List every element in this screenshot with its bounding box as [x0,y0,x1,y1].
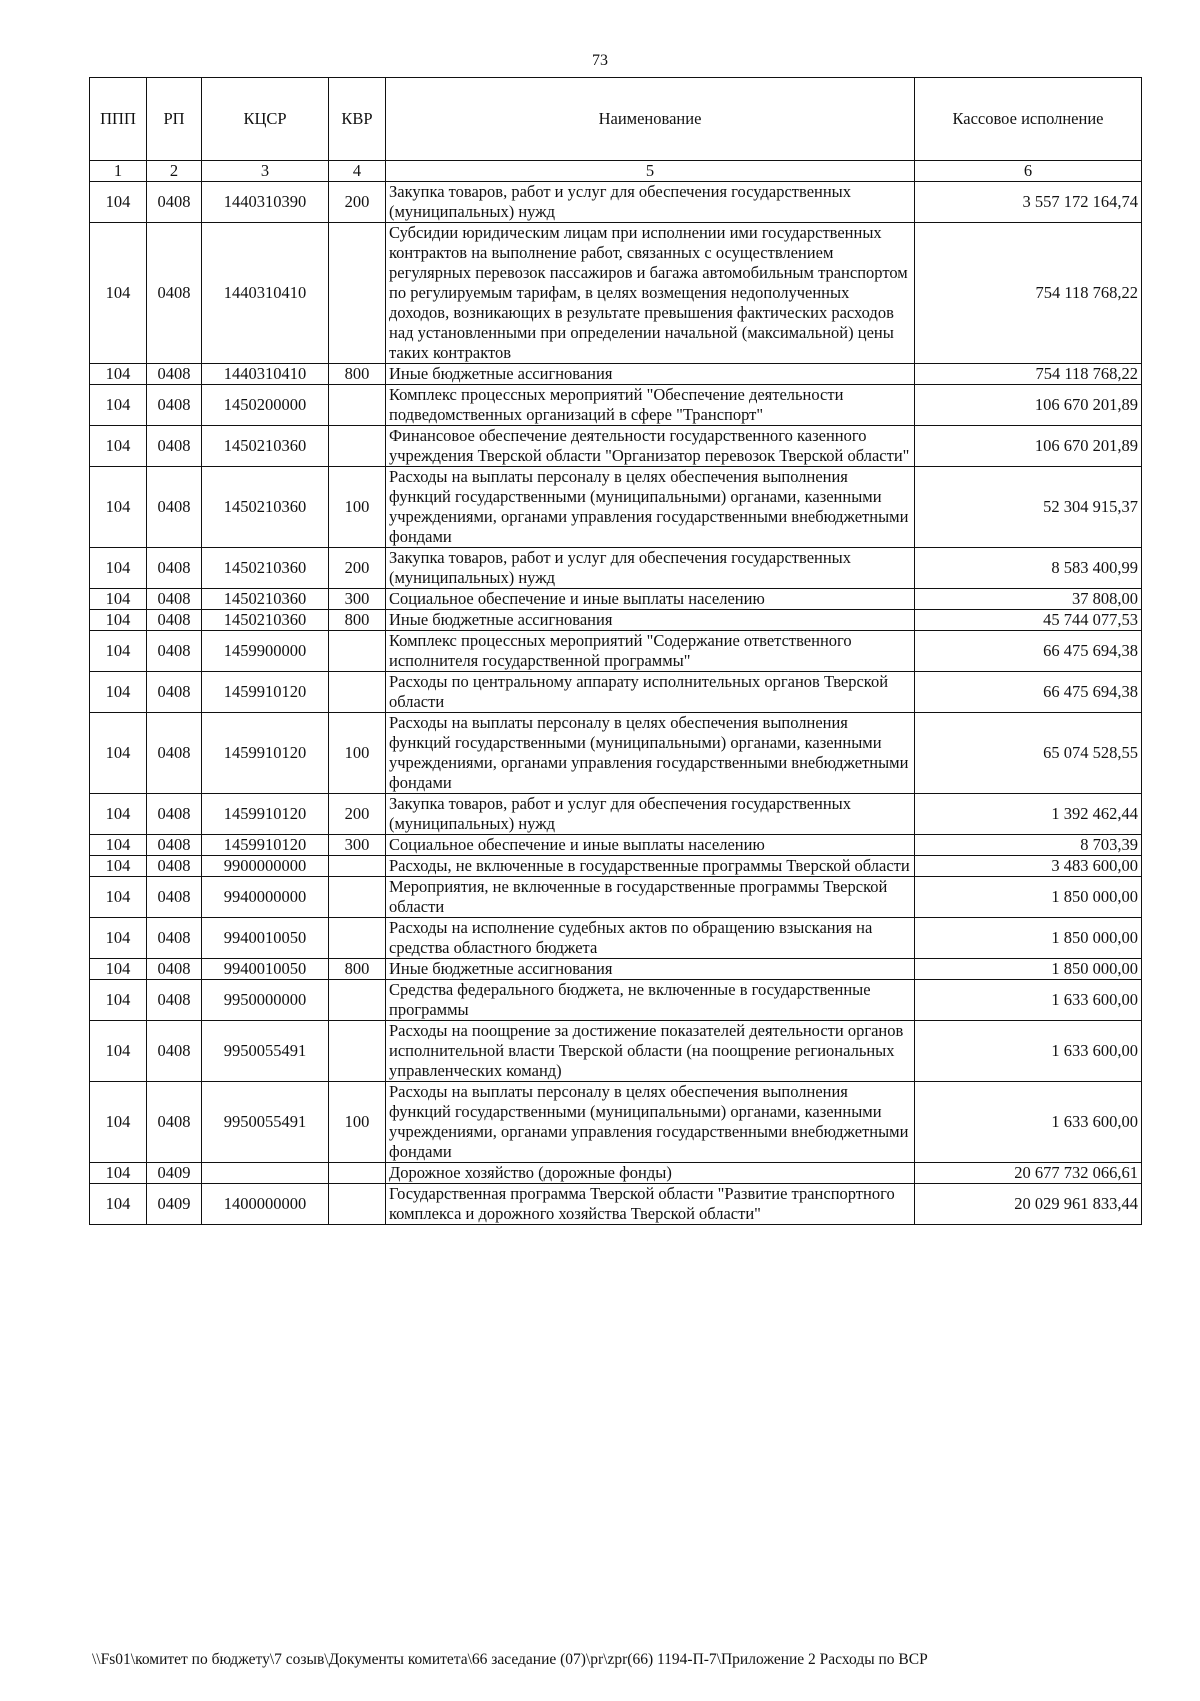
cell-kvr: 300 [329,835,386,856]
cell-name: Иные бюджетные ассигнования [386,364,915,385]
cell-kcsr: 1459900000 [202,631,329,672]
cell-ppp: 104 [90,856,147,877]
cell-sum: 1 850 000,00 [915,918,1142,959]
cell-ppp: 104 [90,672,147,713]
cell-ppp: 104 [90,610,147,631]
cell-kcsr [202,1163,329,1184]
cell-kvr [329,385,386,426]
cell-ppp: 104 [90,980,147,1021]
cell-kvr: 800 [329,610,386,631]
cell-ppp: 104 [90,918,147,959]
header-kvr: КВР [329,78,386,161]
cell-name: Иные бюджетные ассигнования [386,610,915,631]
cell-kcsr: 1459910120 [202,835,329,856]
cell-kcsr: 1440310390 [202,182,329,223]
cell-rp: 0408 [147,794,202,835]
cell-kcsr: 9940000000 [202,877,329,918]
cell-rp: 0408 [147,385,202,426]
cell-name: Расходы на исполнение судебных актов по обращению взыскания на средства областного бюджета [386,918,915,959]
cell-name: Социальное обеспечение и иные выплаты населению [386,589,915,610]
cell-name: Закупка товаров, работ и услуг для обеспечения государственных (муниципальных) нужд [386,794,915,835]
table-row [90,548,1142,589]
cell-kcsr: 1459910120 [202,794,329,835]
column-number: 3 [202,161,329,182]
table-row [90,467,1142,548]
cell-rp: 0409 [147,1184,202,1225]
cell-ppp: 104 [90,835,147,856]
table-row [90,672,1142,713]
cell-name: Расходы на выплаты персоналу в целях обеспечения выполнения функций государственными (муниципальными) органами, казенными учреждениями, органами управления государственными внебюджетными фондами [386,467,915,548]
column-number: 5 [386,161,915,182]
cell-sum: 37 808,00 [915,589,1142,610]
cell-kcsr: 1450210360 [202,589,329,610]
cell-name: Иные бюджетные ассигнования [386,959,915,980]
cell-ppp: 104 [90,877,147,918]
cell-ppp: 104 [90,1021,147,1082]
cell-kvr [329,672,386,713]
cell-rp: 0408 [147,610,202,631]
cell-ppp: 104 [90,589,147,610]
cell-name: Государственная программа Тверской области "Развитие транспортного комплекса и дорожного хозяйства Тверской области" [386,1184,915,1225]
cell-sum: 8 703,39 [915,835,1142,856]
cell-kcsr: 9950000000 [202,980,329,1021]
column-number: 4 [329,161,386,182]
footer-file-path: \\Fs01\комитет по бюджету\7 созыв\Документы комитета\66 заседание (07)\pr\zpr(66) 1194-П-7\Приложение 2 Расходы по ВСР [92,1651,928,1668]
table-row [90,631,1142,672]
table-row [90,877,1142,918]
cell-sum: 3 557 172 164,74 [915,182,1142,223]
cell-kvr [329,877,386,918]
cell-ppp: 104 [90,548,147,589]
cell-name: Расходы на выплаты персоналу в целях обеспечения выполнения функций государственными (муниципальными) органами, казенными учреждениями, органами управления государственными внебюджетными фондами [386,713,915,794]
cell-kcsr: 1459910120 [202,672,329,713]
cell-sum: 66 475 694,38 [915,672,1142,713]
cell-kvr [329,980,386,1021]
table-row [90,959,1142,980]
cell-rp: 0408 [147,918,202,959]
cell-kvr: 300 [329,589,386,610]
cell-rp: 0409 [147,1163,202,1184]
cell-ppp: 104 [90,426,147,467]
budget-table [89,77,1142,1225]
cell-sum: 106 670 201,89 [915,426,1142,467]
column-number: 2 [147,161,202,182]
page-number: 73 [592,52,608,69]
table-row [90,1184,1142,1225]
cell-name: Финансовое обеспечение деятельности государственного казенного учреждения Тверской области "Организатор перевозок Тверской области" [386,426,915,467]
cell-kvr [329,1163,386,1184]
table-row [90,610,1142,631]
cell-sum: 1 633 600,00 [915,1021,1142,1082]
cell-name: Закупка товаров, работ и услуг для обеспечения государственных (муниципальных) нужд [386,548,915,589]
cell-name: Расходы на поощрение за достижение показателей деятельности органов исполнительной власти Тверской области (на поощрение региональных управленческих команд) [386,1021,915,1082]
cell-name: Социальное обеспечение и иные выплаты населению [386,835,915,856]
cell-rp: 0408 [147,835,202,856]
cell-rp: 0408 [147,877,202,918]
cell-sum: 1 392 462,44 [915,794,1142,835]
cell-name: Дорожное хозяйство (дорожные фонды) [386,1163,915,1184]
cell-kcsr: 1450210360 [202,467,329,548]
table-body [90,182,1142,1225]
cell-kvr: 200 [329,182,386,223]
cell-kcsr: 1450210360 [202,610,329,631]
table-header [90,78,1142,182]
table-row [90,713,1142,794]
cell-name: Расходы по центральному аппарату исполнительных органов Тверской области [386,672,915,713]
cell-kcsr: 9940010050 [202,959,329,980]
cell-rp: 0408 [147,672,202,713]
cell-ppp: 104 [90,385,147,426]
header-rp: РП [147,78,202,161]
cell-sum: 52 304 915,37 [915,467,1142,548]
cell-rp: 0408 [147,364,202,385]
cell-rp: 0408 [147,959,202,980]
table-row [90,856,1142,877]
cell-ppp: 104 [90,1163,147,1184]
cell-rp: 0408 [147,426,202,467]
cell-sum: 20 677 732 066,61 [915,1163,1142,1184]
cell-kvr [329,1184,386,1225]
cell-kvr: 800 [329,364,386,385]
cell-sum: 1 850 000,00 [915,877,1142,918]
table-row [90,385,1142,426]
header-ppp: ППП [90,78,147,161]
cell-sum: 3 483 600,00 [915,856,1142,877]
cell-sum: 20 029 961 833,44 [915,1184,1142,1225]
table-row [90,364,1142,385]
cell-rp: 0408 [147,713,202,794]
cell-sum: 66 475 694,38 [915,631,1142,672]
cell-sum: 8 583 400,99 [915,548,1142,589]
cell-kvr [329,426,386,467]
table-row [90,182,1142,223]
cell-kcsr: 1459910120 [202,713,329,794]
cell-kvr: 100 [329,1082,386,1163]
cell-rp: 0408 [147,223,202,364]
cell-kvr: 200 [329,794,386,835]
cell-kcsr: 9950055491 [202,1021,329,1082]
table-row [90,918,1142,959]
cell-kvr [329,856,386,877]
cell-sum: 1 633 600,00 [915,980,1142,1021]
cell-kvr: 800 [329,959,386,980]
cell-kcsr: 1400000000 [202,1184,329,1225]
cell-kcsr: 1450210360 [202,426,329,467]
table-row [90,1163,1142,1184]
cell-kvr: 100 [329,467,386,548]
cell-ppp: 104 [90,1184,147,1225]
cell-rp: 0408 [147,631,202,672]
cell-rp: 0408 [147,467,202,548]
cell-rp: 0408 [147,856,202,877]
cell-ppp: 104 [90,713,147,794]
cell-name: Средства федерального бюджета, не включенные в государственные программы [386,980,915,1021]
cell-kcsr: 9900000000 [202,856,329,877]
cell-rp: 0408 [147,1082,202,1163]
cell-name: Расходы на выплаты персоналу в целях обеспечения выполнения функций государственными (муниципальными) органами, казенными учреждениями, органами управления государственными внебюджетными фондами [386,1082,915,1163]
cell-sum: 65 074 528,55 [915,713,1142,794]
cell-kvr [329,223,386,364]
table-row [90,835,1142,856]
column-number: 1 [90,161,147,182]
cell-sum: 1 850 000,00 [915,959,1142,980]
cell-rp: 0408 [147,182,202,223]
cell-sum: 1 633 600,00 [915,1082,1142,1163]
cell-ppp: 104 [90,794,147,835]
header-name: Наименование [386,78,915,161]
table-row [90,980,1142,1021]
cell-sum: 754 118 768,22 [915,223,1142,364]
cell-ppp: 104 [90,1082,147,1163]
cell-name: Субсидии юридическим лицам при исполнении ими государственных контрактов на выполнение работ, связанных с осуществлением регулярных перевозок пассажиров и багажа автомобильным транспортом по регулируемым тарифам, в целях возмещения недополученных доходов, возникающих в результате превышения фактических расходов над установленными при определении начальной (максимальной) цены таких контрактов [386,223,915,364]
column-number-row [90,161,1142,182]
cell-name: Комплекс процессных мероприятий "Обеспечение деятельности подведомственных организаций в сфере "Транспорт" [386,385,915,426]
cell-kcsr: 9940010050 [202,918,329,959]
cell-kcsr: 1450200000 [202,385,329,426]
table-row [90,589,1142,610]
cell-name: Расходы, не включенные в государственные программы Тверской области [386,856,915,877]
cell-kcsr: 1450210360 [202,548,329,589]
cell-kvr [329,918,386,959]
cell-sum: 45 744 077,53 [915,610,1142,631]
header-kcsr: КЦСР [202,78,329,161]
cell-rp: 0408 [147,589,202,610]
cell-kvr [329,631,386,672]
cell-kvr: 200 [329,548,386,589]
header-sum: Кассовое исполнение [915,78,1142,161]
cell-kcsr: 1440310410 [202,223,329,364]
table-row [90,223,1142,364]
cell-kvr: 100 [329,713,386,794]
cell-rp: 0408 [147,548,202,589]
cell-ppp: 104 [90,467,147,548]
cell-sum: 754 118 768,22 [915,364,1142,385]
cell-ppp: 104 [90,223,147,364]
cell-sum: 106 670 201,89 [915,385,1142,426]
cell-kvr [329,1021,386,1082]
cell-kcsr: 9950055491 [202,1082,329,1163]
cell-rp: 0408 [147,1021,202,1082]
cell-name: Мероприятия, не включенные в государственные программы Тверской области [386,877,915,918]
cell-name: Комплекс процессных мероприятий "Содержание ответственного исполнителя государственной программы" [386,631,915,672]
cell-ppp: 104 [90,959,147,980]
cell-ppp: 104 [90,364,147,385]
cell-ppp: 104 [90,182,147,223]
table-row [90,426,1142,467]
table-row [90,794,1142,835]
cell-rp: 0408 [147,980,202,1021]
cell-kcsr: 1440310410 [202,364,329,385]
cell-name: Закупка товаров, работ и услуг для обеспечения государственных (муниципальных) нужд [386,182,915,223]
column-number: 6 [915,161,1142,182]
cell-ppp: 104 [90,631,147,672]
table-row [90,1021,1142,1082]
table-row [90,1082,1142,1163]
